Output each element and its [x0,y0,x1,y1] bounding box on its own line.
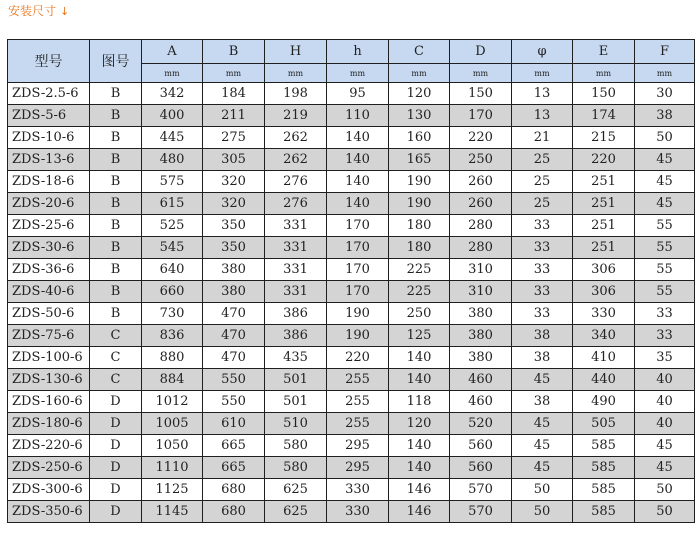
dimension-cell: 520 [450,413,512,435]
dimension-cell: 50 [512,479,573,501]
table-row [8,303,695,325]
dimension-cell: 380 [450,303,512,325]
dimension-cell: 260 [450,171,512,193]
dimension-cell: 190 [327,325,389,347]
dimension-cell: 330 [573,303,635,325]
model-cell: ZDS-10-6 [8,127,90,149]
dimension-cell: 1125 [142,479,203,501]
dimension-cell: 380 [203,259,265,281]
dimension-cell: 550 [203,369,265,391]
dimension-cell: 501 [265,391,327,413]
dimension-cell: 120 [389,83,450,105]
dimension-cell: 30 [635,83,695,105]
dimension-cell: 470 [203,325,265,347]
unit-label: mm [203,64,265,83]
dimension-cell: 45 [635,457,695,479]
unit-label: mm [327,64,389,83]
dimension-cell: 150 [573,83,635,105]
dimension-cell: 45 [635,171,695,193]
dimension-cell: 275 [203,127,265,149]
dimension-cell: 505 [573,413,635,435]
dimension-cell: 50 [635,127,695,149]
dimension-cell: 320 [203,171,265,193]
dimension-cell: 225 [389,281,450,303]
dim-header: h [327,40,389,64]
dimension-cell: 33 [512,303,573,325]
figure-cell: C [90,369,142,391]
dimension-cell: 410 [573,347,635,369]
dimension-cell: 440 [573,369,635,391]
figure-cell: B [90,149,142,171]
dimension-cell: 251 [573,215,635,237]
dimension-cell: 665 [203,435,265,457]
dimension-cell: 215 [573,127,635,149]
table-row [8,479,695,501]
dimension-cell: 460 [450,391,512,413]
dimension-cell: 320 [203,193,265,215]
model-cell: ZDS-160-6 [8,391,90,413]
dimension-cell: 585 [573,435,635,457]
dimension-cell: 880 [142,347,203,369]
dimension-cell: 55 [635,259,695,281]
dimension-cell: 33 [512,237,573,259]
dimension-cell: 140 [389,369,450,391]
model-header: 型号 [8,40,90,83]
dimension-cell: 225 [389,259,450,281]
dimension-cell: 170 [327,259,389,281]
dim-header: H [265,40,327,64]
model-cell: ZDS-20-6 [8,193,90,215]
figure-cell: B [90,303,142,325]
dimension-cell: 340 [573,325,635,347]
dimension-cell: 580 [265,435,327,457]
dimension-cell: 306 [573,281,635,303]
dimension-cell: 38 [512,391,573,413]
unit-label: mm [389,64,450,83]
dimension-cell: 610 [203,413,265,435]
dimension-cell: 45 [512,457,573,479]
unit-label: mm [450,64,512,83]
unit-label: mm [265,64,327,83]
dimension-cell: 184 [203,83,265,105]
figure-cell: D [90,457,142,479]
dimension-cell: 1145 [142,501,203,523]
dimension-cell: 386 [265,303,327,325]
dimension-cell: 33 [512,281,573,303]
dimension-cell: 262 [265,127,327,149]
dimension-cell: 280 [450,237,512,259]
dimension-cell: 585 [573,479,635,501]
dim-header: φ [512,40,573,64]
dimension-cell: 570 [450,501,512,523]
dimension-cell: 255 [327,413,389,435]
dimension-cell: 170 [327,215,389,237]
dimension-cell: 251 [573,193,635,215]
dimension-cell: 170 [450,105,512,127]
table-row [8,237,695,259]
dimension-cell: 45 [512,413,573,435]
figure-cell: B [90,259,142,281]
table-row [8,149,695,171]
dimension-cell: 470 [203,303,265,325]
dimension-cell: 190 [389,193,450,215]
model-cell: ZDS-130-6 [8,369,90,391]
dimension-cell: 130 [389,105,450,127]
dimension-cell: 276 [265,193,327,215]
dimension-cell: 342 [142,83,203,105]
model-cell: ZDS-250-6 [8,457,90,479]
model-cell: ZDS-100-6 [8,347,90,369]
dimension-cell: 1012 [142,391,203,413]
dimensions-table [7,39,695,523]
figure-cell: C [90,325,142,347]
dimension-cell: 560 [450,435,512,457]
dimension-cell: 55 [635,215,695,237]
table-row [8,391,695,413]
dimension-cell: 330 [327,479,389,501]
table-row [8,457,695,479]
section-title: 安装尺寸 [8,4,57,18]
dimension-cell: 310 [450,259,512,281]
dimension-cell: 140 [389,435,450,457]
dimension-cell: 170 [327,281,389,303]
figure-cell: B [90,237,142,259]
figure-cell: B [90,171,142,193]
dimension-cell: 95 [327,83,389,105]
dimension-cell: 501 [265,369,327,391]
dimension-cell: 219 [265,105,327,127]
dimension-cell: 470 [203,347,265,369]
model-cell: ZDS-30-6 [8,237,90,259]
dimension-cell: 220 [573,149,635,171]
model-cell: ZDS-18-6 [8,171,90,193]
figure-cell: B [90,105,142,127]
dimension-cell: 525 [142,215,203,237]
model-cell: ZDS-40-6 [8,281,90,303]
dimension-cell: 331 [265,215,327,237]
table-row [8,83,695,105]
figure-cell: B [90,281,142,303]
dimension-cell: 120 [389,413,450,435]
model-cell: ZDS-13-6 [8,149,90,171]
dimension-cell: 118 [389,391,450,413]
table-row [8,193,695,215]
dimension-cell: 25 [512,171,573,193]
dimension-cell: 660 [142,281,203,303]
dimension-cell: 198 [265,83,327,105]
arrow-down-icon: ↓ [60,5,70,18]
model-cell: ZDS-50-6 [8,303,90,325]
dimension-cell: 251 [573,171,635,193]
table-row [8,171,695,193]
dim-header: F [635,40,695,64]
dimension-cell: 330 [327,501,389,523]
dimension-cell: 25 [512,193,573,215]
dimension-cell: 280 [450,215,512,237]
figure-cell: B [90,193,142,215]
figure-cell: D [90,435,142,457]
dimension-cell: 33 [512,259,573,281]
table-row [8,501,695,523]
dimension-cell: 1005 [142,413,203,435]
table-row [8,369,695,391]
dimension-cell: 33 [635,303,695,325]
dimension-cell: 310 [450,281,512,303]
dimension-cell: 45 [512,369,573,391]
figure-cell: B [90,83,142,105]
dimension-cell: 220 [327,347,389,369]
dimension-cell: 380 [450,325,512,347]
dimension-cell: 21 [512,127,573,149]
unit-label: mm [142,64,203,83]
figure-cell: D [90,479,142,501]
dimension-cell: 40 [635,369,695,391]
table-row [8,435,695,457]
dimension-cell: 146 [389,479,450,501]
dimension-cell: 386 [265,325,327,347]
table-row [8,325,695,347]
dimension-cell: 125 [389,325,450,347]
dimension-cell: 35 [635,347,695,369]
dimension-cell: 55 [635,237,695,259]
unit-label: mm [635,64,695,83]
model-cell: ZDS-2.5-6 [8,83,90,105]
dimension-cell: 140 [389,347,450,369]
dimension-cell: 585 [573,457,635,479]
dimension-cell: 460 [450,369,512,391]
dim-header: D [450,40,512,64]
dimension-cell: 45 [635,193,695,215]
dimension-cell: 250 [450,149,512,171]
dimension-cell: 260 [450,193,512,215]
model-cell: ZDS-5-6 [8,105,90,127]
table-row [8,259,695,281]
dimension-cell: 13 [512,105,573,127]
table-row [8,281,695,303]
dimension-cell: 331 [265,281,327,303]
figure-cell: B [90,215,142,237]
dimension-cell: 560 [450,457,512,479]
dimension-cell: 1050 [142,435,203,457]
dimension-cell: 140 [327,171,389,193]
dim-header: B [203,40,265,64]
dimension-cell: 25 [512,149,573,171]
model-cell: ZDS-36-6 [8,259,90,281]
dimension-cell: 45 [635,435,695,457]
dimension-cell: 140 [327,127,389,149]
dimension-cell: 400 [142,105,203,127]
dimension-cell: 435 [265,347,327,369]
figure-cell: D [90,413,142,435]
dimension-cell: 730 [142,303,203,325]
figure-header: 图号 [90,40,142,83]
model-cell: ZDS-75-6 [8,325,90,347]
table-row [8,105,695,127]
dimension-cell: 490 [573,391,635,413]
dimension-cell: 575 [142,171,203,193]
dimension-cell: 190 [389,171,450,193]
dim-header: E [573,40,635,64]
header-row [8,40,695,64]
dimension-cell: 580 [265,457,327,479]
dimension-cell: 480 [142,149,203,171]
dimension-cell: 150 [450,83,512,105]
dimension-cell: 211 [203,105,265,127]
dimension-cell: 445 [142,127,203,149]
figure-cell: B [90,127,142,149]
dimension-cell: 350 [203,215,265,237]
dimension-cell: 585 [573,501,635,523]
figure-cell: D [90,501,142,523]
model-cell: ZDS-180-6 [8,413,90,435]
dimension-cell: 174 [573,105,635,127]
dimension-cell: 680 [203,501,265,523]
dimension-cell: 380 [450,347,512,369]
dimension-cell: 295 [327,435,389,457]
dimension-cell: 251 [573,237,635,259]
dimension-cell: 160 [389,127,450,149]
dim-header: A [142,40,203,64]
dimension-cell: 665 [203,457,265,479]
dimension-cell: 45 [635,149,695,171]
dimension-cell: 255 [327,369,389,391]
dimension-cell: 331 [265,259,327,281]
dimension-cell: 550 [203,391,265,413]
dimension-cell: 170 [327,237,389,259]
dimension-cell: 680 [203,479,265,501]
dimension-cell: 190 [327,303,389,325]
dimension-cell: 380 [203,281,265,303]
dimension-cell: 146 [389,501,450,523]
dimension-cell: 1110 [142,457,203,479]
dimension-cell: 140 [327,193,389,215]
unit-label: mm [512,64,573,83]
dimension-cell: 50 [635,479,695,501]
dimension-cell: 350 [203,237,265,259]
dimension-cell: 50 [512,501,573,523]
dimension-cell: 40 [635,413,695,435]
dimension-cell: 306 [573,259,635,281]
dimension-cell: 640 [142,259,203,281]
dimension-cell: 276 [265,171,327,193]
figure-cell: D [90,391,142,413]
model-cell: ZDS-220-6 [8,435,90,457]
dimension-cell: 570 [450,479,512,501]
dimension-cell: 38 [512,325,573,347]
figure-cell: C [90,347,142,369]
dimension-cell: 884 [142,369,203,391]
section-heading [8,2,69,20]
model-cell: ZDS-300-6 [8,479,90,501]
dimension-cell: 13 [512,83,573,105]
dimension-cell: 305 [203,149,265,171]
dimension-cell: 110 [327,105,389,127]
dimension-cell: 220 [450,127,512,149]
dimension-cell: 295 [327,457,389,479]
dimension-cell: 38 [512,347,573,369]
dimension-cell: 140 [389,457,450,479]
dimension-cell: 38 [635,105,695,127]
unit-label: mm [573,64,635,83]
dimension-cell: 836 [142,325,203,347]
dimension-cell: 250 [389,303,450,325]
dimension-cell: 33 [635,325,695,347]
table-row [8,127,695,149]
table-row [8,215,695,237]
table-row [8,413,695,435]
model-cell: ZDS-350-6 [8,501,90,523]
dimension-cell: 625 [265,479,327,501]
dimension-cell: 140 [327,149,389,171]
dimension-cell: 545 [142,237,203,259]
table-row [8,347,695,369]
dimension-cell: 625 [265,501,327,523]
dimension-cell: 165 [389,149,450,171]
dim-header: C [389,40,450,64]
dimension-cell: 45 [512,435,573,457]
dimension-cell: 180 [389,237,450,259]
dimension-cell: 255 [327,391,389,413]
dimension-cell: 331 [265,237,327,259]
dimension-cell: 33 [512,215,573,237]
dimension-cell: 262 [265,149,327,171]
model-cell: ZDS-25-6 [8,215,90,237]
dimension-cell: 510 [265,413,327,435]
dimension-cell: 40 [635,391,695,413]
dimension-cell: 615 [142,193,203,215]
dimension-cell: 55 [635,281,695,303]
dimension-cell: 180 [389,215,450,237]
dimension-cell: 50 [635,501,695,523]
